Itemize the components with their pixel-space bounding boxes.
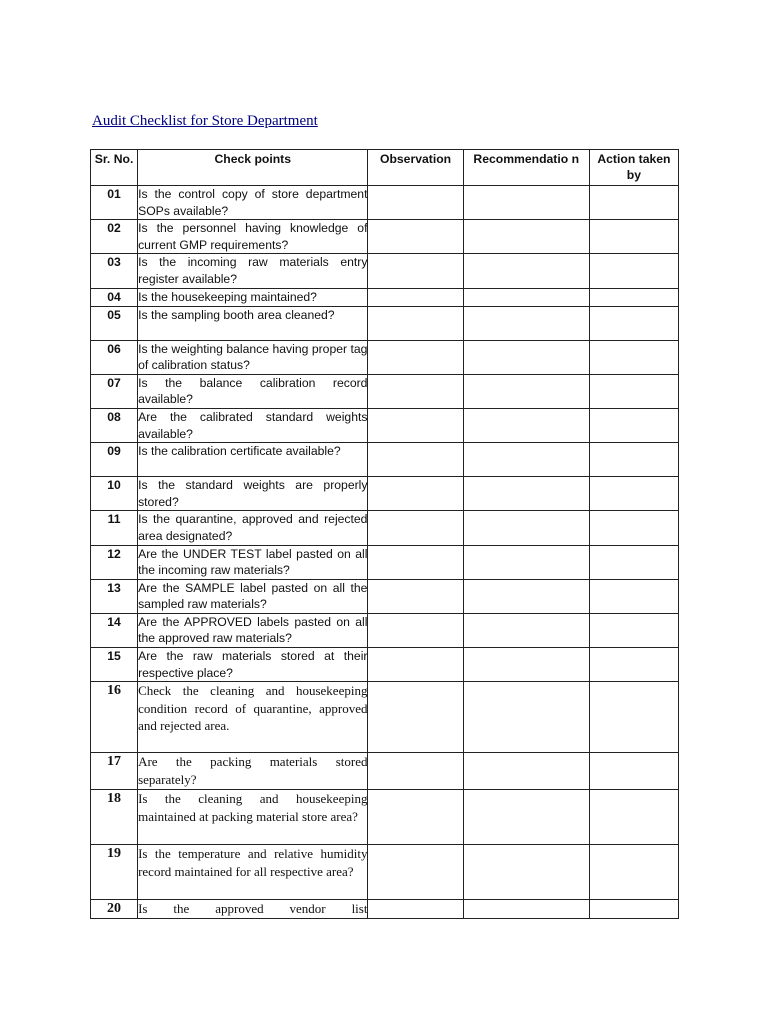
table-row [91, 648, 679, 682]
table-row [91, 340, 679, 374]
check-point-text: Check the cleaning and housekeeping condition record of quarantine, approved and rejected area. [138, 682, 368, 753]
table-row [91, 579, 679, 613]
check-point-text: Is the housekeeping maintained? [138, 288, 368, 306]
row-number: 09 [91, 443, 138, 477]
row-number: 14 [91, 613, 138, 647]
observation-cell[interactable] [368, 254, 463, 288]
row-number: 20 [91, 900, 138, 919]
row-number: 11 [91, 511, 138, 545]
recommendation-cell[interactable] [463, 186, 589, 220]
recommendation-cell[interactable] [463, 306, 589, 340]
check-point-text: Is the weighting balance having proper tag of calibration status? [138, 340, 368, 374]
document-title: Audit Checklist for Store Department [92, 113, 318, 129]
observation-cell[interactable] [368, 306, 463, 340]
recommendation-cell[interactable] [463, 613, 589, 647]
recommendation-cell[interactable] [463, 374, 589, 408]
table-row [91, 220, 679, 254]
check-point-text: Is the sampling booth area cleaned? [138, 306, 368, 340]
recommendation-cell[interactable] [463, 900, 589, 919]
observation-cell[interactable] [368, 613, 463, 647]
table-row [91, 845, 679, 900]
check-point-text: Is the personnel having knowledge of current GMP requirements? [138, 220, 368, 254]
header-recommendation: Recommendatio n [463, 150, 589, 186]
row-number: 18 [91, 790, 138, 845]
table-header-row [91, 150, 679, 186]
observation-cell[interactable] [368, 288, 463, 306]
check-point-text: Is the standard weights are properly stored? [138, 477, 368, 511]
header-check-points: Check points [138, 150, 368, 186]
row-number: 04 [91, 288, 138, 306]
observation-cell[interactable] [368, 753, 463, 790]
table-row [91, 443, 679, 477]
recommendation-cell[interactable] [463, 648, 589, 682]
observation-cell[interactable] [368, 900, 463, 919]
table-row [91, 753, 679, 790]
action-taken-cell[interactable] [589, 477, 678, 511]
check-point-text: Is the approved vendor list [138, 901, 368, 917]
table-row [91, 186, 679, 220]
row-number: 10 [91, 477, 138, 511]
recommendation-cell[interactable] [463, 477, 589, 511]
action-taken-cell[interactable] [589, 220, 678, 254]
check-point-text: Is the incoming raw materials entry register available? [138, 254, 368, 288]
action-taken-cell[interactable] [589, 408, 678, 442]
row-number: 07 [91, 374, 138, 408]
recommendation-cell[interactable] [463, 753, 589, 790]
table-row [91, 306, 679, 340]
action-taken-cell[interactable] [589, 511, 678, 545]
check-point-text: Are the UNDER TEST label pasted on all the incoming raw materials? [138, 545, 368, 579]
check-point-text: Is the control copy of store department SOPs available? [138, 186, 368, 220]
check-point-text: Is the quarantine, approved and rejected area designated? [138, 511, 368, 545]
action-taken-cell[interactable] [589, 340, 678, 374]
action-taken-cell[interactable] [589, 682, 678, 753]
action-taken-cell[interactable] [589, 579, 678, 613]
check-point-text: Are the APPROVED labels pasted on all the approved raw materials? [138, 613, 368, 647]
recommendation-cell[interactable] [463, 254, 589, 288]
action-taken-cell[interactable] [589, 613, 678, 647]
row-number: 06 [91, 340, 138, 374]
row-number: 12 [91, 545, 138, 579]
row-number: 16 [91, 682, 138, 753]
observation-cell[interactable] [368, 374, 463, 408]
action-taken-cell[interactable] [589, 288, 678, 306]
observation-cell[interactable] [368, 545, 463, 579]
check-point-text: Is the calibration certificate available? [138, 443, 368, 477]
table-row [91, 288, 679, 306]
observation-cell[interactable] [368, 845, 463, 900]
action-taken-cell[interactable] [589, 254, 678, 288]
action-taken-cell[interactable] [589, 790, 678, 845]
check-point-text: Is the cleaning and housekeeping maintained at packing material store area? [138, 790, 368, 845]
row-number: 02 [91, 220, 138, 254]
recommendation-cell[interactable] [463, 511, 589, 545]
observation-cell[interactable] [368, 443, 463, 477]
check-point-text: Are the calibrated standard weights available? [138, 408, 368, 442]
header-sr-no: Sr. No. [91, 150, 138, 186]
table-row [91, 900, 679, 919]
row-number: 03 [91, 254, 138, 288]
header-action-taken-by: Action taken by [589, 150, 678, 186]
action-taken-cell[interactable] [589, 648, 678, 682]
table-row [91, 790, 679, 845]
row-number: 05 [91, 306, 138, 340]
recommendation-cell[interactable] [463, 408, 589, 442]
check-point-text: Is the temperature and relative humidity record maintained for all respective area? [138, 845, 368, 900]
observation-cell[interactable] [368, 579, 463, 613]
action-taken-cell[interactable] [589, 374, 678, 408]
table-row [91, 613, 679, 647]
observation-cell[interactable] [368, 220, 463, 254]
action-taken-cell[interactable] [589, 545, 678, 579]
observation-cell[interactable] [368, 790, 463, 845]
action-taken-cell[interactable] [589, 306, 678, 340]
observation-cell[interactable] [368, 340, 463, 374]
row-number: 19 [91, 845, 138, 900]
recommendation-cell[interactable] [463, 220, 589, 254]
recommendation-cell[interactable] [463, 545, 589, 579]
table-row [91, 408, 679, 442]
action-taken-cell[interactable] [589, 443, 678, 477]
action-taken-cell[interactable] [589, 900, 678, 919]
row-number: 08 [91, 408, 138, 442]
check-point-text: Are the packing materials stored separately? [138, 753, 368, 790]
action-taken-cell[interactable] [589, 753, 678, 790]
row-number: 17 [91, 753, 138, 790]
table-row [91, 545, 679, 579]
row-number: 13 [91, 579, 138, 613]
recommendation-cell[interactable] [463, 790, 589, 845]
check-point-text: Are the SAMPLE label pasted on all the sampled raw materials? [138, 579, 368, 613]
table-row [91, 374, 679, 408]
observation-cell[interactable] [368, 408, 463, 442]
observation-cell[interactable] [368, 511, 463, 545]
recommendation-cell[interactable] [463, 288, 589, 306]
table-row [91, 477, 679, 511]
check-point-text: Is the balance calibration record available? [138, 374, 368, 408]
table-row [91, 254, 679, 288]
action-taken-cell[interactable] [589, 845, 678, 900]
observation-cell[interactable] [368, 648, 463, 682]
recommendation-cell[interactable] [463, 443, 589, 477]
table-row [91, 511, 679, 545]
observation-cell[interactable] [368, 477, 463, 511]
recommendation-cell[interactable] [463, 340, 589, 374]
row-number: 15 [91, 648, 138, 682]
recommendation-cell[interactable] [463, 845, 589, 900]
observation-cell[interactable] [368, 682, 463, 753]
observation-cell[interactable] [368, 186, 463, 220]
action-taken-cell[interactable] [589, 186, 678, 220]
recommendation-cell[interactable] [463, 682, 589, 753]
audit-checklist-table [90, 149, 679, 919]
recommendation-cell[interactable] [463, 579, 589, 613]
table-row [91, 682, 679, 753]
check-point-text: Are the raw materials stored at their respective place? [138, 648, 368, 682]
row-number: 01 [91, 186, 138, 220]
header-observation: Observation [368, 150, 463, 186]
